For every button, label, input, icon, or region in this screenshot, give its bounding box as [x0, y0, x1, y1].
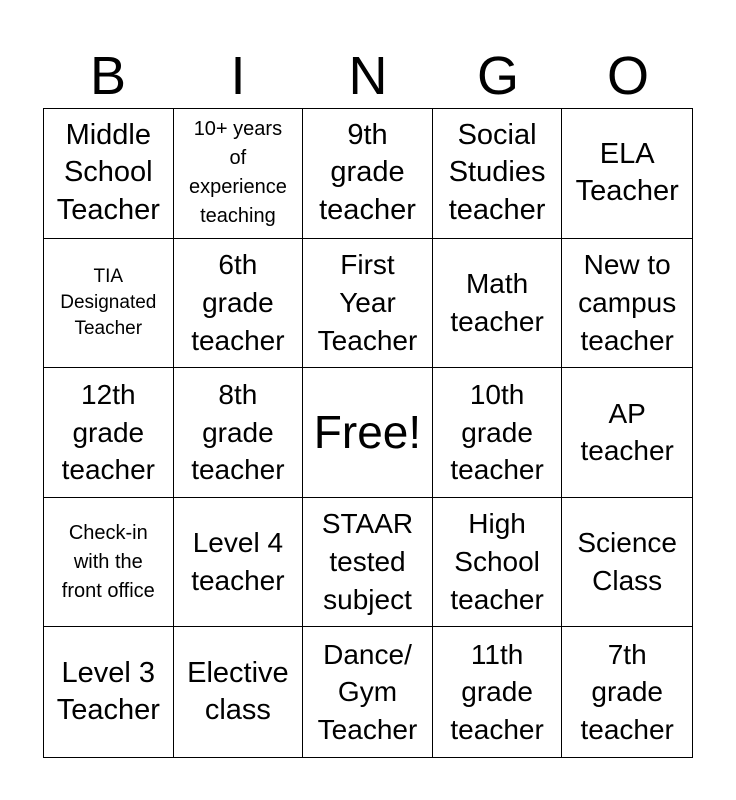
bingo-cell[interactable]: Middle School Teacher	[44, 109, 174, 239]
bingo-cell[interactable]: Dance/ Gym Teacher	[303, 627, 433, 757]
bingo-cell[interactable]: Math teacher	[433, 239, 563, 369]
bingo-cell[interactable]: 9th grade teacher	[303, 109, 433, 239]
free-cell[interactable]: Free!	[303, 368, 433, 498]
bingo-cell[interactable]: High School teacher	[433, 498, 563, 628]
bingo-cell[interactable]: New to campus teacher	[562, 239, 692, 369]
bingo-cell[interactable]: 8th grade teacher	[174, 368, 304, 498]
bingo-cell[interactable]: 10+ years of experience teaching	[174, 109, 304, 239]
bingo-cell[interactable]: STAAR tested subject	[303, 498, 433, 628]
bingo-cell[interactable]: 11th grade teacher	[433, 627, 563, 757]
bingo-cell[interactable]: 12th grade teacher	[44, 368, 174, 498]
header-letter-o: O	[606, 46, 649, 106]
header-letter-n: N	[348, 46, 388, 106]
bingo-cell[interactable]: 6th grade teacher	[174, 239, 304, 369]
bingo-cell[interactable]: Elective class	[174, 627, 304, 757]
bingo-cell[interactable]: ELA Teacher	[562, 109, 692, 239]
bingo-cell[interactable]: First Year Teacher	[303, 239, 433, 369]
bingo-cell[interactable]: Check-in with the front office	[44, 498, 174, 628]
header-letter-i: I	[230, 46, 246, 106]
bingo-cell[interactable]: Level 4 teacher	[174, 498, 304, 628]
bingo-board	[43, 108, 693, 758]
header-letter-b: B	[89, 46, 127, 106]
bingo-cell[interactable]: Science Class	[562, 498, 692, 628]
bingo-cell[interactable]: AP teacher	[562, 368, 692, 498]
bingo-cell[interactable]: 7th grade teacher	[580, 638, 674, 746]
bingo-cell[interactable]: Social Studies teacher	[433, 109, 563, 239]
header-letter-g: G	[476, 46, 519, 106]
bingo-cell[interactable]: Level 3 Teacher	[44, 627, 174, 757]
bingo-cell[interactable]: TIA Designated Teacher	[44, 239, 174, 369]
bingo-cell[interactable]: 10th grade teacher	[433, 368, 563, 498]
bingo-header	[43, 44, 693, 108]
